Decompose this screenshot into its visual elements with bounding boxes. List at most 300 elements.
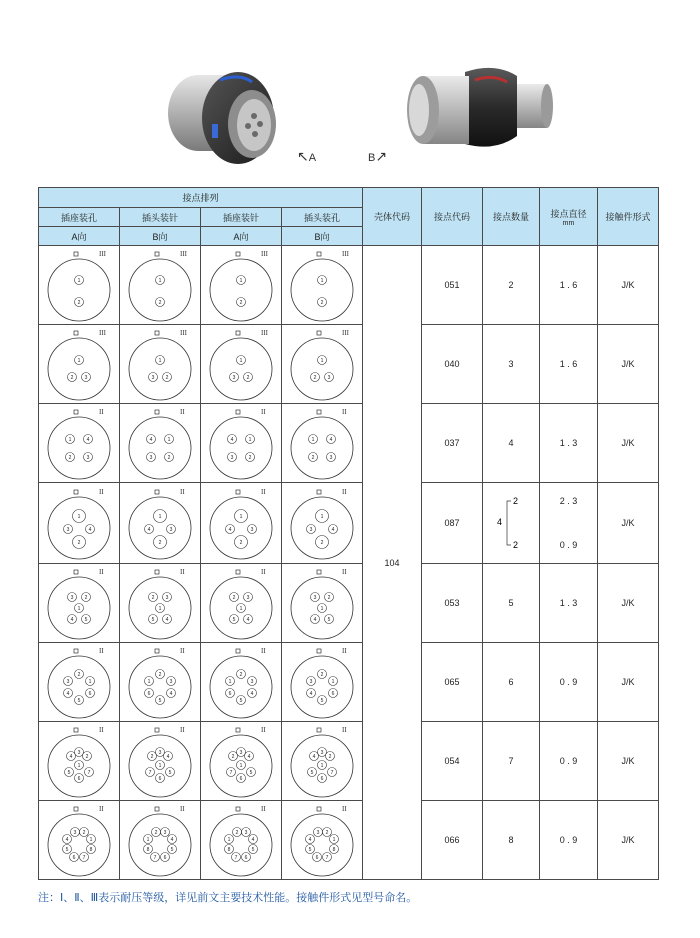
pin-number: 2: [77, 672, 81, 678]
total-count: 4: [497, 517, 503, 527]
contact-form-cell: J/K: [598, 564, 659, 643]
header-contact-count: 接点数量: [483, 188, 540, 246]
key-mark: [236, 649, 240, 653]
pin-number: 5: [249, 770, 253, 776]
pin-number: 1: [248, 437, 252, 443]
pin-number: 4: [329, 437, 333, 443]
contact-diameter-cell: 0 . 9: [540, 643, 598, 722]
key-mark: [74, 490, 78, 494]
shell-outline: [291, 259, 353, 321]
pin-number: 4: [66, 691, 70, 697]
pressure-level: II: [180, 408, 185, 416]
shell-outline: [291, 417, 353, 479]
key-mark: [155, 649, 159, 653]
pin-number: 8: [332, 847, 336, 853]
pin-number: 1: [77, 763, 81, 769]
pin-number: 2: [239, 300, 243, 306]
shell-outline: [210, 338, 272, 400]
pin-number: 5: [168, 770, 172, 776]
contact-diagram: [282, 722, 362, 800]
diagram-cell: [120, 246, 201, 325]
table-row: [39, 246, 659, 325]
key-mark: [317, 728, 321, 732]
shell-outline: [48, 656, 110, 718]
pressure-level: II: [261, 726, 266, 734]
pressure-level: II: [99, 726, 104, 734]
diagram-cell: [120, 801, 201, 880]
key-mark: [317, 410, 321, 414]
table-row: [39, 325, 659, 404]
key-mark: [236, 570, 240, 574]
contact-code-cell: 065: [422, 643, 483, 722]
pin-number: 1: [320, 358, 324, 364]
pin-number: 5: [77, 698, 81, 704]
contact-diagram: [201, 643, 281, 721]
sub-diameter: 2 . 3: [559, 496, 578, 506]
receptacle-photo: [160, 58, 290, 178]
diagram-cell: [39, 643, 120, 722]
pin-number: 4: [70, 617, 74, 623]
pin-number: 2: [151, 595, 155, 601]
pressure-level: II: [342, 488, 347, 496]
pin-number: 4: [250, 691, 254, 697]
pin-number: 5: [151, 617, 155, 623]
contact-diagram: [120, 484, 200, 562]
contact-form-cell: J/K: [598, 722, 659, 801]
diagram-cell: [282, 483, 363, 564]
contact-diagram: [39, 484, 119, 562]
pin-number: 1: [77, 514, 81, 520]
pin-number: 2: [77, 540, 81, 546]
pin-number: 2: [82, 830, 86, 836]
diagram-cell: [282, 404, 363, 483]
arrow-label-b: B↗: [368, 148, 388, 164]
key-mark: [317, 252, 321, 256]
contact-count-cell: 6: [483, 643, 540, 722]
pressure-level: III: [99, 329, 106, 337]
key-mark: [74, 252, 78, 256]
contact-diagram: [39, 246, 119, 324]
pressure-level: II: [342, 647, 347, 655]
shell-outline: [129, 656, 191, 718]
diagram-cell: [120, 404, 201, 483]
contact-diameter-cell: 1 . 3: [540, 404, 598, 483]
contact-diagram: [120, 404, 200, 482]
pressure-level: III: [342, 250, 349, 258]
pin-number: 6: [315, 855, 319, 861]
pressure-level: II: [99, 488, 104, 496]
pressure-level: II: [180, 568, 185, 576]
pin-number: 7: [330, 770, 334, 776]
pin-number: 4: [65, 837, 69, 843]
diagram-cell: [120, 564, 201, 643]
shell-outline: [291, 656, 353, 718]
pin-number: 7: [325, 855, 329, 861]
contact-form-cell: J/K: [598, 483, 659, 564]
contact-count-cell: [483, 483, 540, 564]
pin-number: 4: [165, 617, 169, 623]
table-row: [39, 643, 659, 722]
pressure-level: II: [261, 805, 266, 813]
header-contact-diameter: 接点直径 mm: [540, 188, 598, 246]
pressure-level: III: [342, 329, 349, 337]
diagram-cell: [201, 246, 282, 325]
pin-number: 3: [320, 750, 324, 756]
contact-diameter-cell: [540, 483, 598, 564]
pin-number: 6: [331, 691, 335, 697]
pin-number: 1: [158, 514, 162, 520]
pin-number: 7: [229, 770, 233, 776]
contact-diameter-cell: 0 . 9: [540, 722, 598, 801]
pin-number: 1: [332, 837, 336, 843]
pin-number: 4: [228, 527, 232, 533]
pin-number: 6: [158, 776, 162, 782]
pin-number: 1: [77, 358, 81, 364]
pin-number: 1: [228, 679, 232, 685]
header-contact-form: 接触件形式: [598, 188, 659, 246]
pin-number: 2: [325, 830, 329, 836]
footnote: 注：Ⅰ、Ⅱ、Ⅲ表示耐压等级，详见前文主要技术性能。接触件形式见型号命名。: [38, 892, 418, 904]
key-mark: [74, 649, 78, 653]
pressure-level: II: [261, 488, 266, 496]
pin-number: 3: [66, 527, 70, 533]
pin-number: 5: [327, 617, 331, 623]
pin-number: 2: [320, 672, 324, 678]
contact-code-cell: 040: [422, 325, 483, 404]
table-row: [39, 564, 659, 643]
header-col1: 插座装孔: [39, 208, 120, 227]
contact-arrangement-table: [38, 187, 659, 880]
contact-diameter-cell: 1 . 6: [540, 325, 598, 404]
pin-number: 7: [153, 855, 157, 861]
diagram-cell: [120, 483, 201, 564]
pin-number: 1: [158, 358, 162, 364]
contact-form-cell: J/K: [598, 246, 659, 325]
contact-form-cell: J/K: [598, 643, 659, 722]
sub-diameter: 0 . 9: [559, 540, 578, 550]
diagram-cell: [201, 404, 282, 483]
key-mark: [236, 252, 240, 256]
pin-number: 6: [77, 776, 81, 782]
contact-diagram: [39, 722, 119, 800]
contact-code-cell: 054: [422, 722, 483, 801]
pin-number: 4: [166, 754, 170, 760]
shell-outline: [291, 814, 353, 876]
pin-number: 4: [247, 754, 251, 760]
pin-number: 5: [65, 847, 69, 853]
diagram-cell: [120, 643, 201, 722]
table-row: [39, 801, 659, 880]
pin-number: 3: [151, 375, 155, 381]
pin-number: 3: [169, 679, 173, 685]
pin-number: 4: [230, 437, 234, 443]
pin-number: 6: [163, 855, 167, 861]
diagram-cell: [120, 722, 201, 801]
pin-number: 3: [158, 750, 162, 756]
pin-number: 3: [313, 595, 317, 601]
pin-number: 1: [320, 278, 324, 284]
pin-number: 2: [158, 300, 162, 306]
sub-count: 2: [513, 496, 519, 506]
diagram-cell: [282, 722, 363, 801]
contact-code-cell: 051: [422, 246, 483, 325]
pin-number: 6: [320, 776, 324, 782]
key-mark: [155, 331, 159, 335]
contact-code-cell: 066: [422, 801, 483, 880]
pin-number: 4: [169, 691, 173, 697]
pressure-level: II: [342, 726, 347, 734]
contact-diagram: [282, 564, 362, 642]
pressure-level: III: [180, 329, 187, 337]
pin-number: 3: [149, 455, 153, 461]
pin-number: 2: [231, 754, 235, 760]
contact-diagram: [282, 484, 362, 562]
key-mark: [155, 807, 159, 811]
pin-number: 2: [70, 375, 74, 381]
pressure-level: III: [261, 329, 268, 337]
diagram-cell: [201, 483, 282, 564]
pressure-level: II: [261, 408, 266, 416]
shell-outline: [129, 497, 191, 559]
key-mark: [236, 807, 240, 811]
diagram-cell: [201, 564, 282, 643]
contact-diagram: [120, 325, 200, 403]
pin-number: 2: [246, 375, 250, 381]
key-mark: [155, 490, 159, 494]
contact-diagram: [201, 801, 281, 879]
pin-number: 6: [88, 691, 92, 697]
contact-diagram: [282, 246, 362, 324]
pin-number: 1: [331, 679, 335, 685]
shell-outline: [210, 497, 272, 559]
pin-number: 4: [313, 617, 317, 623]
diagram-cell: [39, 246, 120, 325]
header-contact-arrangement: 接点排列: [39, 188, 363, 208]
key-mark: [74, 410, 78, 414]
header-col3: 插座装针: [201, 208, 282, 227]
pin-number: 2: [77, 300, 81, 306]
pin-number: 7: [234, 855, 238, 861]
diagram-cell: [282, 801, 363, 880]
shell-outline: [48, 497, 110, 559]
key-mark: [317, 649, 321, 653]
pin-number: 2: [154, 830, 158, 836]
diagram-cell: [282, 564, 363, 643]
diagram-cell: [282, 643, 363, 722]
pin-number: 1: [77, 278, 81, 284]
contact-code-cell: 053: [422, 564, 483, 643]
pin-number: 4: [246, 617, 250, 623]
key-mark: [155, 410, 159, 414]
pin-number: 6: [228, 691, 232, 697]
key-mark: [236, 410, 240, 414]
shell-outline: [48, 338, 110, 400]
diagram-cell: [39, 722, 120, 801]
pin-number: 4: [88, 527, 92, 533]
contact-diagram: [39, 643, 119, 721]
contact-diagram: [120, 722, 200, 800]
pin-number: 4: [69, 754, 73, 760]
pin-number: 2: [68, 455, 72, 461]
pressure-level: II: [99, 647, 104, 655]
contact-form-cell: J/K: [598, 801, 659, 880]
pin-number: 2: [248, 455, 252, 461]
pin-number: 3: [316, 830, 320, 836]
contact-diagram: [120, 564, 200, 642]
pressure-level: II: [180, 647, 185, 655]
contact-diagram: [282, 325, 362, 403]
key-mark: [317, 570, 321, 574]
pin-number: 3: [230, 455, 234, 461]
arrow-b-icon: ↗: [375, 148, 388, 164]
pressure-level: II: [99, 408, 104, 416]
pin-number: 5: [232, 617, 236, 623]
diagram-cell: [201, 801, 282, 880]
pin-number: 3: [244, 830, 248, 836]
pin-number: 1: [239, 278, 243, 284]
pin-number: 2: [239, 672, 243, 678]
contact-diagram: [39, 801, 119, 879]
pin-number: 6: [244, 855, 248, 861]
pressure-level: II: [261, 568, 266, 576]
contact-form-cell: J/K: [598, 404, 659, 483]
header-dir3: A向: [201, 227, 282, 246]
header-col2: 插头装针: [120, 208, 201, 227]
diagram-cell: [282, 246, 363, 325]
pressure-level: III: [261, 250, 268, 258]
pin-number: 3: [246, 595, 250, 601]
shell-outline: [291, 497, 353, 559]
pin-number: 1: [89, 837, 93, 843]
header-shell-code: 壳体代码: [363, 188, 422, 246]
pin-number: 5: [84, 617, 88, 623]
pin-number: 2: [85, 754, 89, 760]
pin-number: 2: [320, 300, 324, 306]
pin-number: 1: [320, 514, 324, 520]
pin-number: 1: [77, 606, 81, 612]
contact-diagram: [120, 643, 200, 721]
shell-outline: [210, 656, 272, 718]
pin-number: 4: [251, 837, 255, 843]
pin-number: 7: [87, 770, 91, 776]
key-mark: [317, 807, 321, 811]
contact-diagram: [39, 325, 119, 403]
contact-diagram: [201, 484, 281, 562]
contact-diagram: [282, 643, 362, 721]
pin-number: 5: [170, 847, 174, 853]
diagram-cell: [39, 325, 120, 404]
pin-number: 5: [251, 847, 255, 853]
pin-number: 1: [158, 278, 162, 284]
pressure-level: III: [180, 250, 187, 258]
contact-count-cell: 8: [483, 801, 540, 880]
key-mark: [74, 570, 78, 574]
pin-number: 3: [66, 679, 70, 685]
pin-number: 2: [167, 455, 171, 461]
key-mark: [317, 490, 321, 494]
header-col4: 插头装孔: [282, 208, 363, 227]
pressure-level: II: [99, 568, 104, 576]
contact-count-cell: 7: [483, 722, 540, 801]
arrow-a-icon: ↖: [297, 148, 309, 164]
pin-number: 1: [239, 514, 243, 520]
table-row: [39, 722, 659, 801]
pin-number: 1: [158, 606, 162, 612]
key-mark: [155, 570, 159, 574]
pin-number: 3: [309, 527, 313, 533]
diagram-cell: [39, 801, 120, 880]
pin-number: 3: [77, 750, 81, 756]
pin-number: 6: [72, 855, 76, 861]
key-mark: [74, 728, 78, 732]
pressure-level: II: [342, 408, 347, 416]
pin-number: 2: [158, 672, 162, 678]
pin-number: 7: [148, 770, 152, 776]
shell-outline: [291, 338, 353, 400]
pin-number: 1: [88, 679, 92, 685]
contact-diagram: [201, 722, 281, 800]
header-dir4: B向: [282, 227, 363, 246]
table-row: [39, 404, 659, 483]
pin-number: 3: [309, 679, 313, 685]
contact-code-cell: 087: [422, 483, 483, 564]
pin-number: 4: [149, 437, 153, 443]
pin-number: 2: [313, 375, 317, 381]
pin-number: 1: [320, 606, 324, 612]
pin-number: 7: [82, 855, 86, 861]
pin-number: 1: [239, 358, 243, 364]
pressure-level: II: [342, 568, 347, 576]
diagram-cell: [39, 404, 120, 483]
pin-number: 4: [147, 527, 151, 533]
shell-outline: [210, 259, 272, 321]
shell-outline: [129, 259, 191, 321]
pin-number: 2: [235, 830, 239, 836]
diagram-cell: [120, 325, 201, 404]
contact-diagram: [201, 564, 281, 642]
key-mark: [236, 728, 240, 732]
shell-outline: [48, 814, 110, 876]
pin-number: 4: [308, 837, 312, 843]
pin-number: 3: [232, 375, 236, 381]
contact-count-cell: 3: [483, 325, 540, 404]
pin-number: 3: [86, 455, 90, 461]
pin-number: 3: [327, 375, 331, 381]
pin-number: 5: [67, 770, 71, 776]
key-mark: [317, 331, 321, 335]
pin-number: 5: [308, 847, 312, 853]
contact-diagram: [120, 801, 200, 879]
shell-outline: [210, 417, 272, 479]
header-dir2: B向: [120, 227, 201, 246]
pin-number: 1: [227, 837, 231, 843]
contact-count-cell: 4: [483, 404, 540, 483]
pin-number: 5: [310, 770, 314, 776]
header-contact-code: 接点代码: [422, 188, 483, 246]
pressure-level: II: [99, 805, 104, 813]
pin-number: 1: [68, 437, 72, 443]
contact-code-cell: 037: [422, 404, 483, 483]
contact-diameter-cell: 1 . 3: [540, 564, 598, 643]
pin-number: 3: [165, 595, 169, 601]
pin-number: 3: [169, 527, 173, 533]
pin-number: 1: [320, 763, 324, 769]
pin-number: 1: [239, 606, 243, 612]
pin-number: 3: [84, 375, 88, 381]
pin-number: 8: [227, 847, 231, 853]
pin-number: 6: [239, 776, 243, 782]
pin-number: 3: [250, 527, 254, 533]
